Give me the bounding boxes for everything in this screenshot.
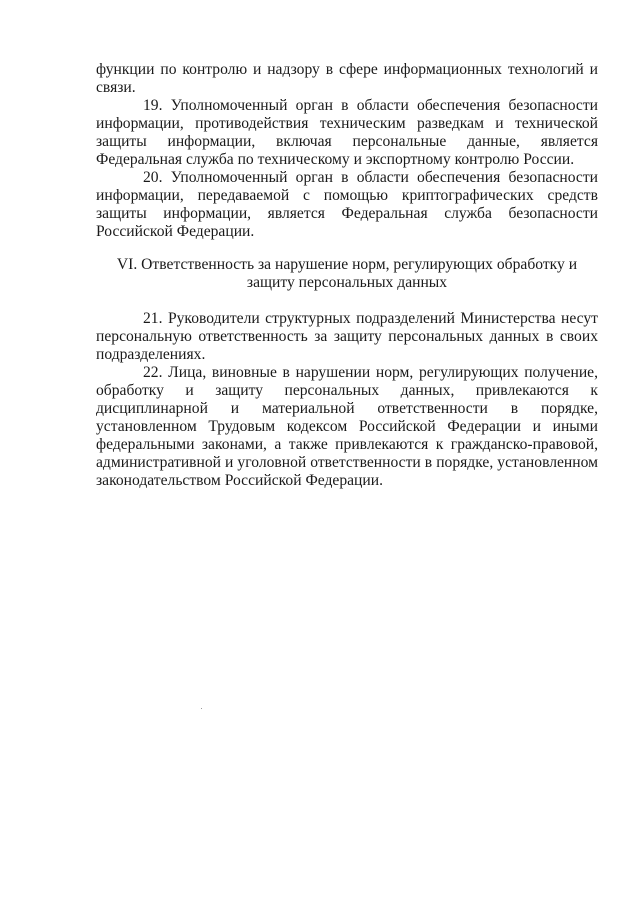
paragraph-20: 20. Уполномоченный орган в области обеспечения безопасности информации, передаваемой с помощью криптографических средств защиты информации, является Федеральная служба безопасности Российской Федерации. — [96, 169, 598, 240]
text-block-bottom — [96, 310, 598, 490]
section-heading-line-2: защиту персональных данных — [246, 274, 448, 291]
paragraph-19: 19. Уполномоченный орган в области обеспечения безопасности информации, противодействия техническим разведкам и технической защиты информации, включая персональные данные, является Федеральная служба по техническому и экспортному контролю России. — [96, 97, 598, 168]
continuation-paragraph: функции по контролю и надзору в сфере информационных технологий и связи. — [96, 61, 598, 96]
paragraph-21: 21. Руководители структурных подразделений Министерства несут персональную ответственность за защиту персональных данных в своих подразделениях. — [96, 310, 598, 363]
section-heading — [96, 256, 598, 292]
text-block-top — [96, 61, 598, 241]
paragraph-22: 22. Лица, виновные в нарушении норм, регулирующих получение, обработку и защиту персональных данных, привлекаются к дисциплинарной и материальной ответственности в порядке, установленном Трудовым кодексом Российской Федерации и иными федеральными законами, а также привлекаются к гражданско-правовой, административной и уголовной ответственности в порядке, установленном законодательством Российской Федерации. — [96, 364, 598, 489]
scan-speck — [201, 708, 202, 709]
section-heading-line-1: VI. Ответственность за нарушение норм, регулирующих обработку и — [116, 256, 578, 273]
